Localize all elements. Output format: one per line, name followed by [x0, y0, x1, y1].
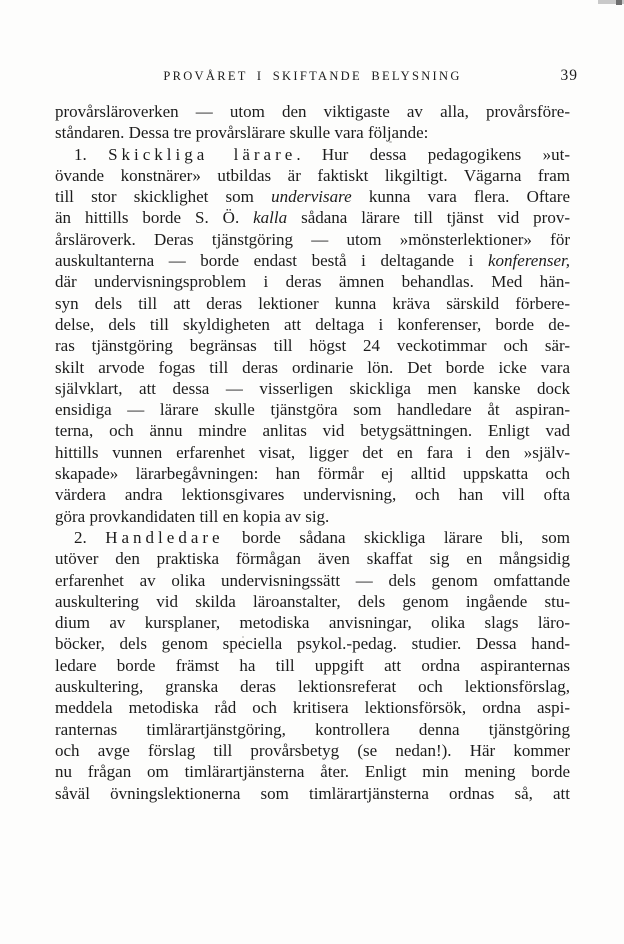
text-segment: sådana lärare till tjänst vid prov-	[287, 208, 570, 228]
text-segment: kunna vara flera. Oftare	[351, 187, 570, 207]
italic-text: undervisare	[271, 187, 352, 207]
text-segment: terna, och ännu mindre anlitas vid betygsättningen. Enligt vad	[55, 421, 570, 441]
text-line	[55, 761, 570, 782]
text-line	[55, 612, 570, 633]
text-line	[55, 740, 570, 761]
text-segment: dium av kursplaner, metodiska anvisningar, olika slags läro-	[55, 613, 570, 633]
text-segment: nu frågan om timlärartjänsterna åter. Enligt min mening borde	[55, 762, 570, 782]
text-line	[55, 676, 570, 697]
text-segment: ståndaren. Dessa tre provårslärare skulle vara följande:	[55, 123, 429, 143]
text-segment: skilt arvode fogas till deras ordinarie lön. Det borde icke vara	[55, 357, 570, 377]
body-text-block	[55, 101, 570, 804]
text-line	[55, 357, 570, 378]
text-segment: årsläroverk. Deras tjänstgöring — utom »mönsterlektioner» för	[55, 229, 570, 249]
text-line	[55, 420, 570, 441]
scan-artifact-dark-mark	[616, 0, 622, 5]
text-line	[55, 484, 570, 505]
text-line	[55, 314, 570, 335]
text-segment: auskultering vid skilda läroanstalter, dels genom ingående stu-	[55, 591, 570, 611]
paragraph-1-skickliga-larare	[55, 144, 570, 527]
text-segment: ranternas timlärartjänstgöring, kontrollera denna tjänstgöring	[55, 719, 570, 739]
text-line	[55, 570, 570, 591]
text-segment: till stor skicklighet som	[55, 187, 272, 207]
text-line	[55, 633, 570, 654]
text-line	[55, 399, 570, 420]
text-line	[55, 144, 570, 165]
text-segment: . Hur dessa pedagogikens »ut-	[296, 144, 570, 164]
text-line	[55, 591, 570, 612]
text-line	[55, 463, 570, 484]
text-segment: än hittills borde S. Ö.	[55, 208, 254, 228]
text-segment: ras tjänstgöring begränsas till högst 24 veckotimmar och sär-	[55, 336, 570, 356]
text-segment: böcker, dels genom speciella psykol.-pedag. studier. Dessa hand-	[55, 634, 570, 654]
paragraph-intro	[55, 101, 570, 144]
text-segment: där undervisningsproblem i deras ämnen behandlas. Med hän-	[55, 272, 570, 292]
text-segment: självklart, att dessa — visserligen skickliga men kanske dock	[55, 378, 570, 398]
text-line	[55, 250, 570, 271]
italic-text: konferenser,	[488, 251, 570, 271]
text-line	[55, 335, 570, 356]
page-number: 39	[560, 67, 578, 84]
letterspaced-text: Skickliga lärare	[108, 144, 297, 164]
paragraph-2-handledare	[55, 527, 570, 804]
text-segment: såväl övningslektionerna som timlärartjänsterna ordnas så, att	[55, 783, 570, 803]
text-segment: 2.	[74, 527, 106, 547]
text-segment: skapade» lärarbegåvningen: han förmår ej alltid uppskatta och	[55, 464, 570, 484]
text-line	[55, 697, 570, 718]
text-line	[55, 229, 570, 250]
text-segment: utöver den praktiska förmågan även skaffat sig en mångsidig	[55, 549, 570, 569]
text-segment: ledare borde främst ha till uppgift att ordna aspiranternas	[55, 655, 570, 675]
italic-text: kalla	[253, 208, 288, 228]
text-line	[55, 207, 570, 228]
running-header-title: PROVÅRET I SKIFTANDE BELYSNING	[163, 69, 462, 83]
text-line	[55, 719, 570, 740]
text-line	[55, 122, 570, 143]
text-segment: delse, dels till skyldigheten att deltaga i konferenser, borde de-	[55, 314, 570, 334]
text-line	[55, 165, 570, 186]
text-line	[55, 527, 570, 548]
text-line	[55, 271, 570, 292]
text-segment: göra provkandidaten till en kopia av sig.	[55, 506, 330, 526]
text-segment: auskultering, granska deras lektionsreferat och lektionsförslag,	[55, 677, 570, 697]
text-line	[55, 783, 570, 804]
text-segment: och avge förslag till provårsbetyg (se nedan!). Här kommer	[55, 740, 570, 760]
running-header	[55, 67, 578, 87]
text-segment: meddela metodiska råd och kritisera lektionsförsök, ordna aspi-	[55, 698, 570, 718]
text-line	[55, 186, 570, 207]
text-segment: hittills vunnen erfarenhet visat, ligger det en fara i den »själv-	[55, 442, 570, 462]
text-segment: värdera andra lektionsgivares undervisning, och han vill ofta	[55, 485, 570, 505]
text-segment: övande konstnärer» utbildas är faktiskt likgiltigt. Vägarna fram	[55, 165, 570, 185]
text-segment: 1.	[74, 144, 109, 164]
text-segment: provårsläroverken — utom den viktigaste av alla, provårsföre-	[55, 102, 570, 121]
text-line	[55, 293, 570, 314]
text-segment: borde sådana skickliga lärare bli, som	[223, 527, 570, 547]
text-line	[55, 506, 570, 527]
text-line	[55, 548, 570, 569]
text-segment: syn dels till att deras lektioner kunna kräva särskild förbere-	[55, 293, 570, 313]
text-segment: erfarenhet av olika undervisningssätt — dels genom omfattande	[55, 570, 570, 590]
text-line	[55, 655, 570, 676]
text-line	[55, 378, 570, 399]
text-line	[55, 442, 570, 463]
text-segment: auskultanterna — borde endast bestå i deltagande i	[55, 251, 488, 271]
text-segment: ensidiga — lärare skulle tjänstgöra som handledare åt aspiran-	[55, 400, 570, 420]
letterspaced-text: Handledare	[105, 527, 224, 547]
text-line	[55, 101, 570, 122]
